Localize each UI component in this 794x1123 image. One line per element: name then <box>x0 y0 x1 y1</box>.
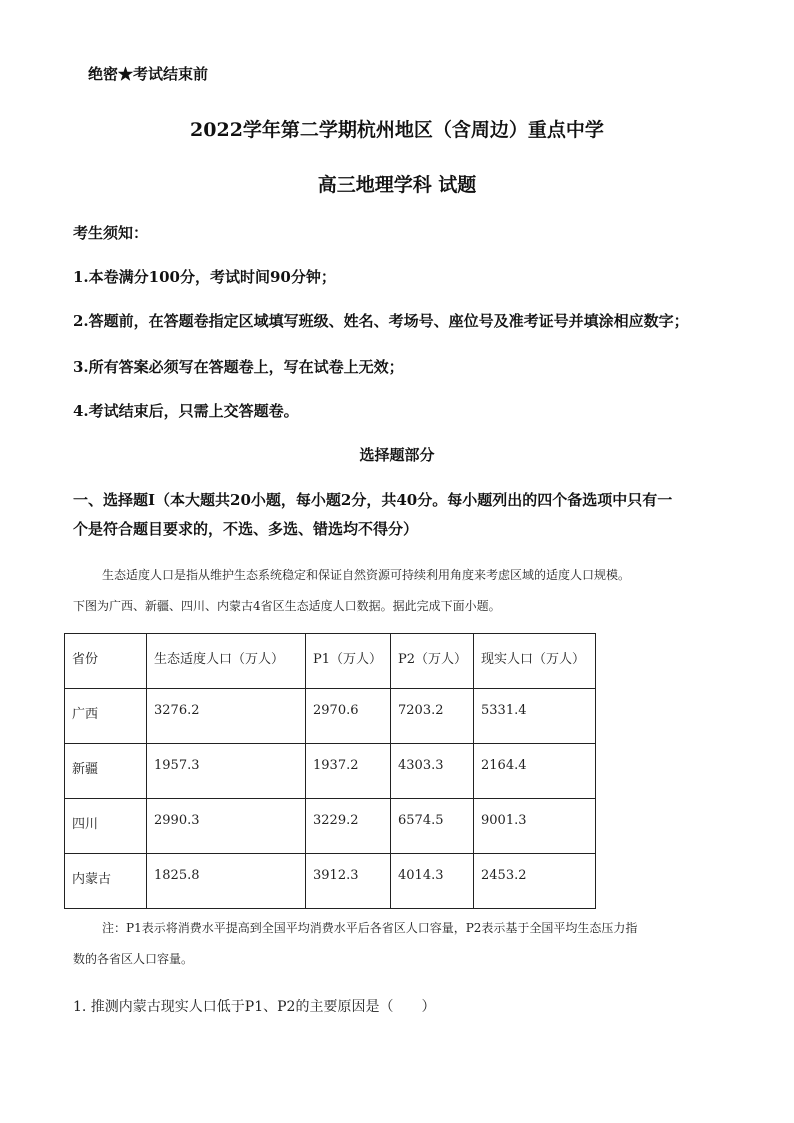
table-header-cell: P1（万人） <box>306 634 391 689</box>
table-note-line2: 数的各省区人口容量。 <box>73 952 194 966</box>
table-cell: 2990.3 <box>147 799 306 854</box>
table-cell: 1937.2 <box>306 744 391 799</box>
part-title: 选择题部分 <box>359 446 435 464</box>
table-cell: 内蒙古 <box>65 854 147 909</box>
population-table <box>64 633 596 909</box>
table-cell: 6574.5 <box>391 799 474 854</box>
exam-title: 2022学年第二学期杭州地区（含周边）重点中学 <box>190 119 604 141</box>
table-row <box>65 689 596 744</box>
table-row <box>65 854 596 909</box>
table-header-cell: 现实人口（万人） <box>474 634 596 689</box>
table-cell: 3229.2 <box>306 799 391 854</box>
table-row <box>65 799 596 854</box>
table-cell: 9001.3 <box>474 799 596 854</box>
exam-subtitle: 高三地理学科 试题 <box>317 174 477 196</box>
table-cell: 2970.6 <box>306 689 391 744</box>
table-header-cell: P2（万人） <box>391 634 474 689</box>
section-heading-line1: 一、选择题Ⅰ（本大题共20小题，每小题2分，共40分。每小题列出的四个备选项中只有一 <box>73 491 673 509</box>
material-intro-line2: 下图为广西、新疆、四川、内蒙古4省区生态适度人口数据。据此完成下面小题。 <box>73 599 501 613</box>
table-cell: 4303.3 <box>391 744 474 799</box>
table-cell: 4014.3 <box>391 854 474 909</box>
notice-item: 1.本卷满分100分，考试时间90分钟； <box>73 268 336 286</box>
table-header-cell: 省份 <box>65 634 147 689</box>
notice-item: 2.答题前，在答题卷指定区域填写班级、姓名、考场号、座位号及准考证号并填涂相应数字； <box>73 312 689 330</box>
section-heading-line2: 个是符合题目要求的，不选、多选、错选均不得分） <box>73 520 419 538</box>
table-header-cell: 生态适度人口（万人） <box>147 634 306 689</box>
table-cell: 5331.4 <box>474 689 596 744</box>
confidential-label: 绝密★考试结束前 <box>88 65 209 83</box>
table-cell: 1957.3 <box>147 744 306 799</box>
table-cell: 新疆 <box>65 744 147 799</box>
table-cell: 3276.2 <box>147 689 306 744</box>
table-cell: 广西 <box>65 689 147 744</box>
table-cell: 2453.2 <box>474 854 596 909</box>
table-cell: 1825.8 <box>147 854 306 909</box>
table-note-line1: 注：P1表示将消费水平提高到全国平均消费水平后各省区人口容量，P2表示基于全国平均生态压力指 <box>102 921 638 935</box>
table-cell: 7203.2 <box>391 689 474 744</box>
material-intro-line1: 生态适度人口是指从维护生态系统稳定和保证自然资源可持续利用角度来考虑区域的适度人口规模。 <box>102 568 631 582</box>
table-cell: 四川 <box>65 799 147 854</box>
notice-item: 4.考试结束后，只需上交答题卷。 <box>73 402 299 420</box>
table-row <box>65 744 596 799</box>
notice-heading: 考生须知： <box>73 224 149 242</box>
table-cell: 3912.3 <box>306 854 391 909</box>
table-cell: 2164.4 <box>474 744 596 799</box>
table-header-row <box>65 634 596 689</box>
notice-item: 3.所有答案必须写在答题卷上，写在试卷上无效； <box>73 358 404 376</box>
question-1: 1. 推测内蒙古现实人口低于P1、P2的主要原因是（ ） <box>73 999 436 1015</box>
